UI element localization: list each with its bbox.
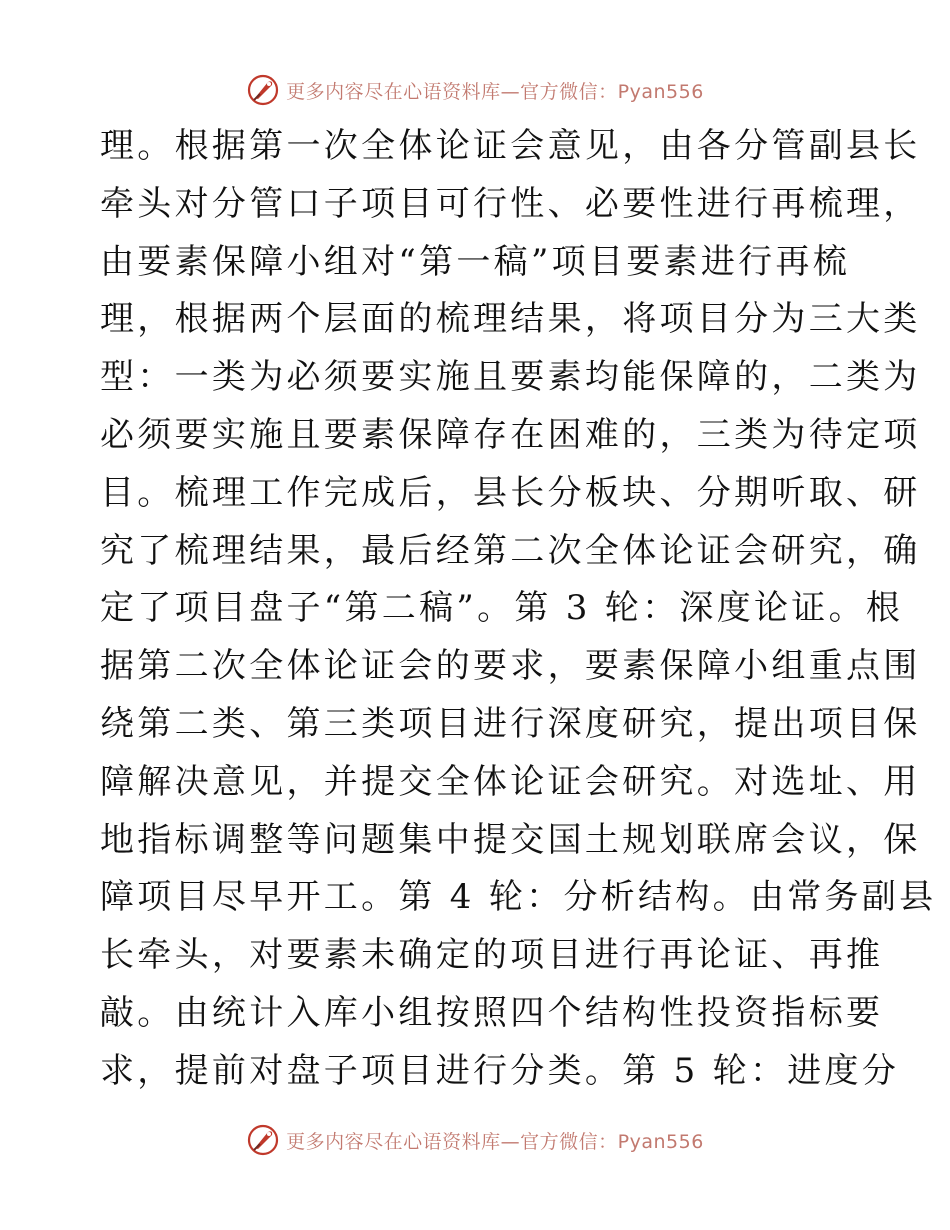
footer-watermark: [0, 1120, 950, 1160]
text-line: 究了梳理结果，最后经第二次全体论证会研究，确: [100, 530, 921, 571]
text-line: 地指标调整等问题集中提交国土规划联席会议，保: [100, 819, 921, 860]
feather-logo-icon: [246, 73, 280, 107]
text-line: 敲。由统计入库小组按照四个结构性投资指标要: [100, 992, 884, 1033]
text-line: 障解决意见，并提交全体论证会研究。对选址、用: [100, 761, 921, 802]
text-line: 必须要实施且要素保障存在困难的，三类为待定项: [100, 414, 921, 455]
text-line: 理，根据两个层面的梳理结果，将项目分为三大类: [100, 299, 921, 340]
header-watermark: [0, 70, 950, 110]
text-line: 由要素保障小组对“第一稿”项目要素进行再梳: [100, 241, 851, 282]
text-line: 绕第二类、第三类项目进行深度研究，提出项目保: [100, 703, 921, 744]
watermark-text: 更多内容尽在心语资料库—官方微信：Pyan556: [286, 1130, 704, 1153]
watermark-text: 更多内容尽在心语资料库—官方微信：Pyan556: [286, 80, 704, 103]
text-line: 牵头对分管口子项目可行性、必要性进行再梳理，: [100, 183, 921, 224]
text-line: 据第二次全体论证会的要求，要素保障小组重点围: [100, 646, 921, 687]
document-body: [100, 118, 937, 1101]
text-line: 长牵头，对要素未确定的项目进行再论证、再推: [100, 935, 884, 976]
text-line: 理。根据第一次全体论证会意见，由各分管副县长: [100, 126, 921, 166]
feather-logo-icon: [246, 1123, 280, 1157]
text-line: 型：一类为必须要实施且要素均能保障的，二类为: [100, 357, 921, 398]
text-line: 障项目尽早开工。第 4 轮：分析结构。由常务副县: [100, 877, 937, 918]
text-line: 定了项目盘子“第二稿”。第 3 轮：深度论证。根: [100, 588, 904, 629]
text-line: 目。梳理工作完成后，县长分板块、分期听取、研: [100, 472, 921, 513]
text-line: 求，提前对盘子项目进行分类。第 5 轮：进度分: [100, 1050, 900, 1091]
